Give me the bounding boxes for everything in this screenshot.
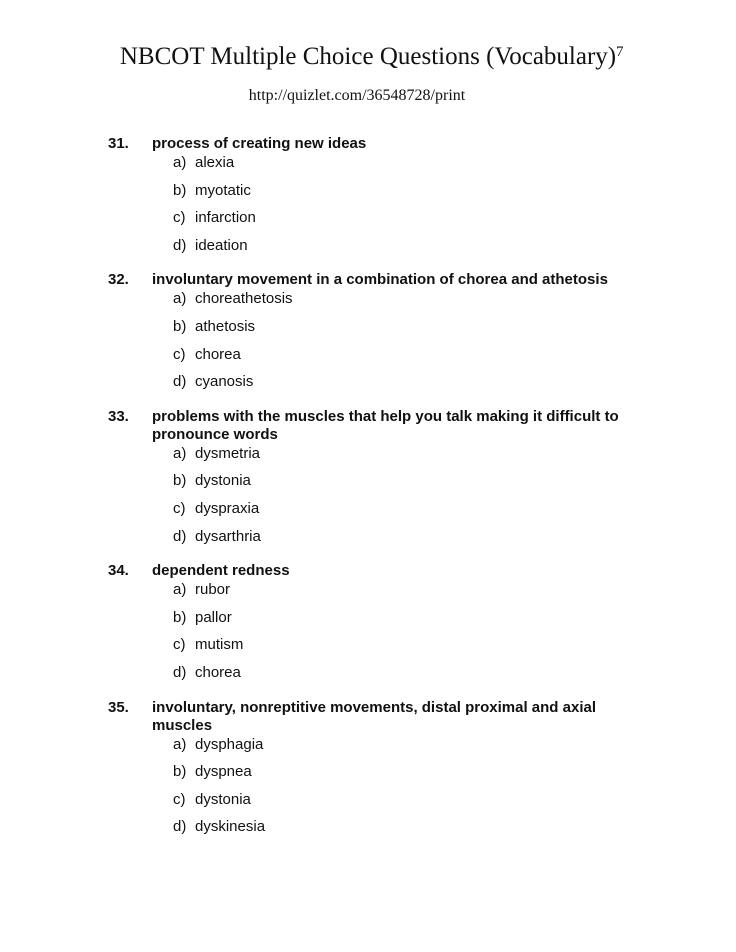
choice-letter: d) [173, 818, 187, 836]
choice-a [0, 735, 736, 763]
choice-list [0, 153, 736, 263]
choice-text: chorea [195, 345, 241, 363]
choice-letter: d) [173, 663, 187, 681]
choice-text: dyskinesia [195, 818, 266, 836]
choice-letter: a) [173, 444, 187, 462]
choice-text: dyspnea [195, 763, 252, 781]
choice-b [0, 317, 736, 345]
choice-text: alexia [195, 154, 235, 171]
choice-letter: d) [173, 527, 187, 545]
question-number: 35. [108, 698, 129, 716]
choice-a [0, 289, 736, 317]
choice-text: dystonia [195, 472, 251, 490]
choice-text: dysarthria [195, 527, 261, 545]
choice-letter: c) [173, 499, 186, 517]
choice-a [0, 580, 736, 608]
choice-text: athetosis [195, 317, 256, 335]
choice-text: pallor [195, 608, 232, 626]
choice-b [0, 471, 736, 499]
choice-letter: a) [173, 735, 187, 753]
choice-d [0, 527, 736, 555]
choice-letter: d) [173, 373, 187, 391]
choice-a [0, 444, 736, 472]
choice-letter: c) [173, 345, 186, 363]
choice-list [0, 580, 736, 690]
choice-text: cyanosis [195, 373, 254, 391]
choice-letter: b) [173, 317, 187, 335]
choice-c [0, 345, 736, 373]
choice-b [0, 608, 736, 636]
choice-c [0, 208, 736, 236]
question-number: 33. [108, 407, 129, 425]
choice-text: mutism [195, 636, 244, 654]
choice-letter: a) [173, 290, 187, 308]
choice-text: dyspraxia [195, 499, 260, 517]
question-text: involuntary movement in a combination of chorea and athetosis [152, 271, 608, 289]
choice-b [0, 181, 736, 209]
question-31 [0, 135, 736, 263]
choice-a [0, 153, 736, 181]
choice-d [0, 663, 736, 691]
question-34 [0, 562, 736, 690]
choice-text: infarction [195, 209, 256, 227]
choice-letter: d) [173, 236, 187, 254]
question-text: process of creating new ideas [152, 135, 367, 152]
choice-text: ideation [195, 236, 248, 254]
page-number: 7 [616, 44, 624, 60]
choice-text: choreathetosis [195, 290, 293, 308]
choice-letter: b) [173, 181, 187, 199]
choice-letter: b) [173, 472, 187, 490]
choice-text: myotatic [195, 181, 251, 199]
choice-list [0, 444, 736, 554]
question-text: involuntary, nonreptitive movements, distal proximal and axial muscles [152, 698, 597, 734]
choice-d [0, 817, 736, 845]
choice-letter: c) [173, 636, 186, 654]
choice-letter: a) [173, 154, 187, 171]
question-35 [0, 699, 736, 845]
question-33 [0, 408, 736, 554]
choice-d [0, 372, 736, 400]
choice-c [0, 499, 736, 527]
choice-text: dysmetria [195, 444, 261, 462]
question-number: 32. [108, 271, 129, 289]
choice-letter: b) [173, 608, 187, 626]
choice-letter: c) [173, 790, 186, 808]
choice-list [0, 735, 736, 845]
choice-d [0, 236, 736, 264]
choice-c [0, 790, 736, 818]
question-number: 34. [108, 562, 129, 580]
choice-list [0, 289, 736, 399]
choice-text: rubor [195, 581, 231, 599]
choice-text: dystonia [195, 790, 251, 808]
choice-letter: c) [173, 209, 186, 227]
question-text: dependent redness [152, 562, 290, 580]
question-number: 31. [108, 135, 129, 152]
choice-letter: a) [173, 581, 187, 599]
choice-letter: b) [173, 763, 187, 781]
choice-text: dysphagia [195, 735, 264, 753]
question-32 [0, 271, 736, 399]
question-text: problems with the muscles that help you talk making it difficult to pronounce words [152, 407, 619, 443]
page-title: NBCOT Multiple Choice Questions (Vocabulary) [119, 43, 617, 70]
source-url: http://quizlet.com/36548728/print [248, 87, 466, 104]
choice-b [0, 762, 736, 790]
choice-text: chorea [195, 663, 241, 681]
question-list [0, 135, 736, 853]
choice-c [0, 635, 736, 663]
